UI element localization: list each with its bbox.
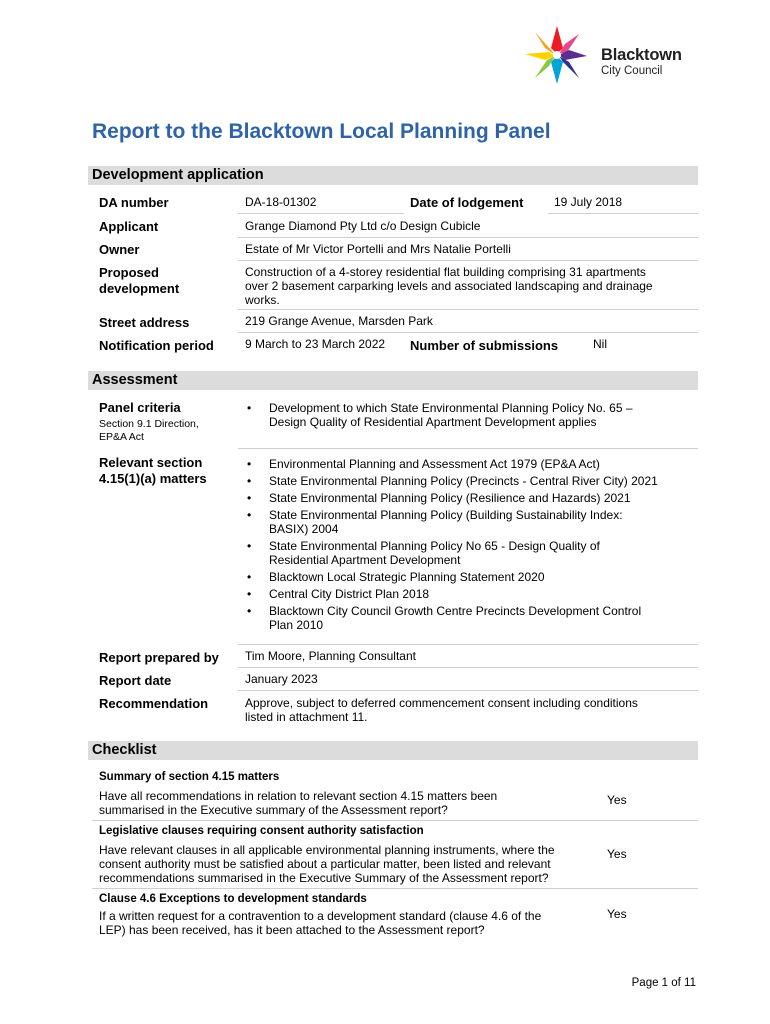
panel-criteria-label: Panel criteria [99, 400, 181, 415]
list-item: • Development to which State Environmental Planning Policy No. 65 – Design Quality of Residential Apartment Development applies [245, 401, 695, 429]
check-title: Legislative clauses requiring consent authority satisfaction [99, 825, 424, 837]
notification-value: 9 March to 23 March 2022 [245, 337, 386, 351]
check-answer: Yes [607, 847, 627, 861]
owner-label: Owner [99, 242, 140, 257]
section-checklist [88, 741, 698, 760]
divider [238, 309, 698, 310]
section-heading: Checklist [92, 742, 157, 758]
lodgement-label: Date of lodgement [410, 195, 524, 210]
section-assessment [88, 371, 698, 390]
section-heading: Assessment [92, 372, 178, 388]
divider [238, 213, 404, 214]
list-item: • State Environmental Planning Policy (Building Sustainability Index: BASIX) 2004 [245, 508, 695, 536]
criteria-list [245, 401, 695, 429]
panel-criteria-sublabel: Section 9.1 Direction, EP&A Act [99, 418, 199, 443]
section-heading: Development application [92, 167, 264, 183]
page-number: Page 1 of 11 [631, 977, 696, 989]
council-logo [517, 24, 697, 86]
check-question: If a written request for a contravention to a development standard (clause 4.6 of the LEP) has been received, has it been attached to the Assessment report? [99, 909, 542, 937]
da-number-label: DA number [99, 195, 169, 210]
list-item: • State Environmental Planning Policy (Resilience and Hazards) 2021 [245, 491, 695, 505]
recommendation-value: Approve, subject to deferred commencement consent including conditions listed in attachment 11. [245, 696, 638, 724]
check-title: Clause 4.6 Exceptions to development standards [99, 893, 367, 905]
logo-subname: City Council [601, 65, 663, 77]
prepared-by-label: Report prepared by [99, 650, 219, 665]
check-question: Have all recommendations in relation to relevant section 4.15 matters been summarised in the Executive summary of the Assessment report? [99, 789, 498, 817]
submissions-label: Number of submissions [410, 338, 559, 353]
matters-list [245, 457, 695, 632]
check-answer: Yes [607, 907, 627, 921]
check-title: Summary of section 4.15 matters [99, 771, 280, 783]
street-value: 219 Grange Avenue, Marsden Park [245, 314, 433, 328]
prepared-by-value: Tim Moore, Planning Consultant [245, 649, 416, 663]
divider [238, 237, 698, 238]
report-date-label: Report date [99, 673, 172, 688]
divider [92, 888, 698, 889]
list-item: • State Environmental Planning Policy No 65 - Design Quality of Residential Apartment Development [245, 539, 695, 567]
street-label: Street address [99, 315, 190, 330]
applicant-label: Applicant [99, 219, 159, 234]
logo-name: Blacktown [601, 46, 682, 64]
list-item: • Blacktown Local Strategic Planning Statement 2020 [245, 570, 695, 584]
check-answer: Yes [607, 793, 627, 807]
owner-value: Estate of Mr Victor Portelli and Mrs Natalie Portelli [245, 242, 511, 256]
notification-label: Notification period [99, 338, 214, 353]
submissions-value: Nil [593, 337, 607, 351]
divider [238, 667, 698, 668]
star-logo-icon [517, 24, 597, 86]
list-item: • Central City District Plan 2018 [245, 587, 695, 601]
divider [238, 332, 698, 333]
recommendation-label: Recommendation [99, 696, 209, 711]
proposed-label: Proposed development [99, 265, 180, 296]
check-question: Have relevant clauses in all applicable environmental planning instruments, where the consent authority must be satisfied about a particular matter, been listed and relevant recommendations summarised in the Executive Summary of the Assessment report? [99, 843, 555, 885]
list-item: • State Environmental Planning Policy (Precincts - Central River City) 2021 [245, 474, 695, 488]
section-development [88, 166, 698, 185]
applicant-value: Grange Diamond Pty Ltd c/o Design Cubicle [245, 219, 481, 233]
report-date-value: January 2023 [245, 672, 318, 686]
divider [238, 448, 698, 449]
list-item: • Environmental Planning and Assessment Act 1979 (EP&A Act) [245, 457, 695, 471]
list-item: • Blacktown City Council Growth Centre Precincts Development Control Plan 2010 [245, 604, 695, 632]
divider [548, 213, 698, 214]
proposed-value: Construction of a 4-storey residential flat building comprising 31 apartments over 2 basement carparking levels and associated landscaping and drainage works. [245, 265, 653, 307]
divider [238, 690, 698, 691]
divider [238, 260, 698, 261]
divider [92, 820, 698, 821]
da-number-value: DA-18-01302 [245, 195, 317, 209]
relevant-section-label: Relevant section 4.15(1)(a) matters [99, 455, 207, 486]
lodgement-value: 19 July 2018 [554, 195, 623, 209]
divider [238, 644, 698, 645]
page-title: Report to the Blacktown Local Planning Panel [92, 120, 551, 143]
